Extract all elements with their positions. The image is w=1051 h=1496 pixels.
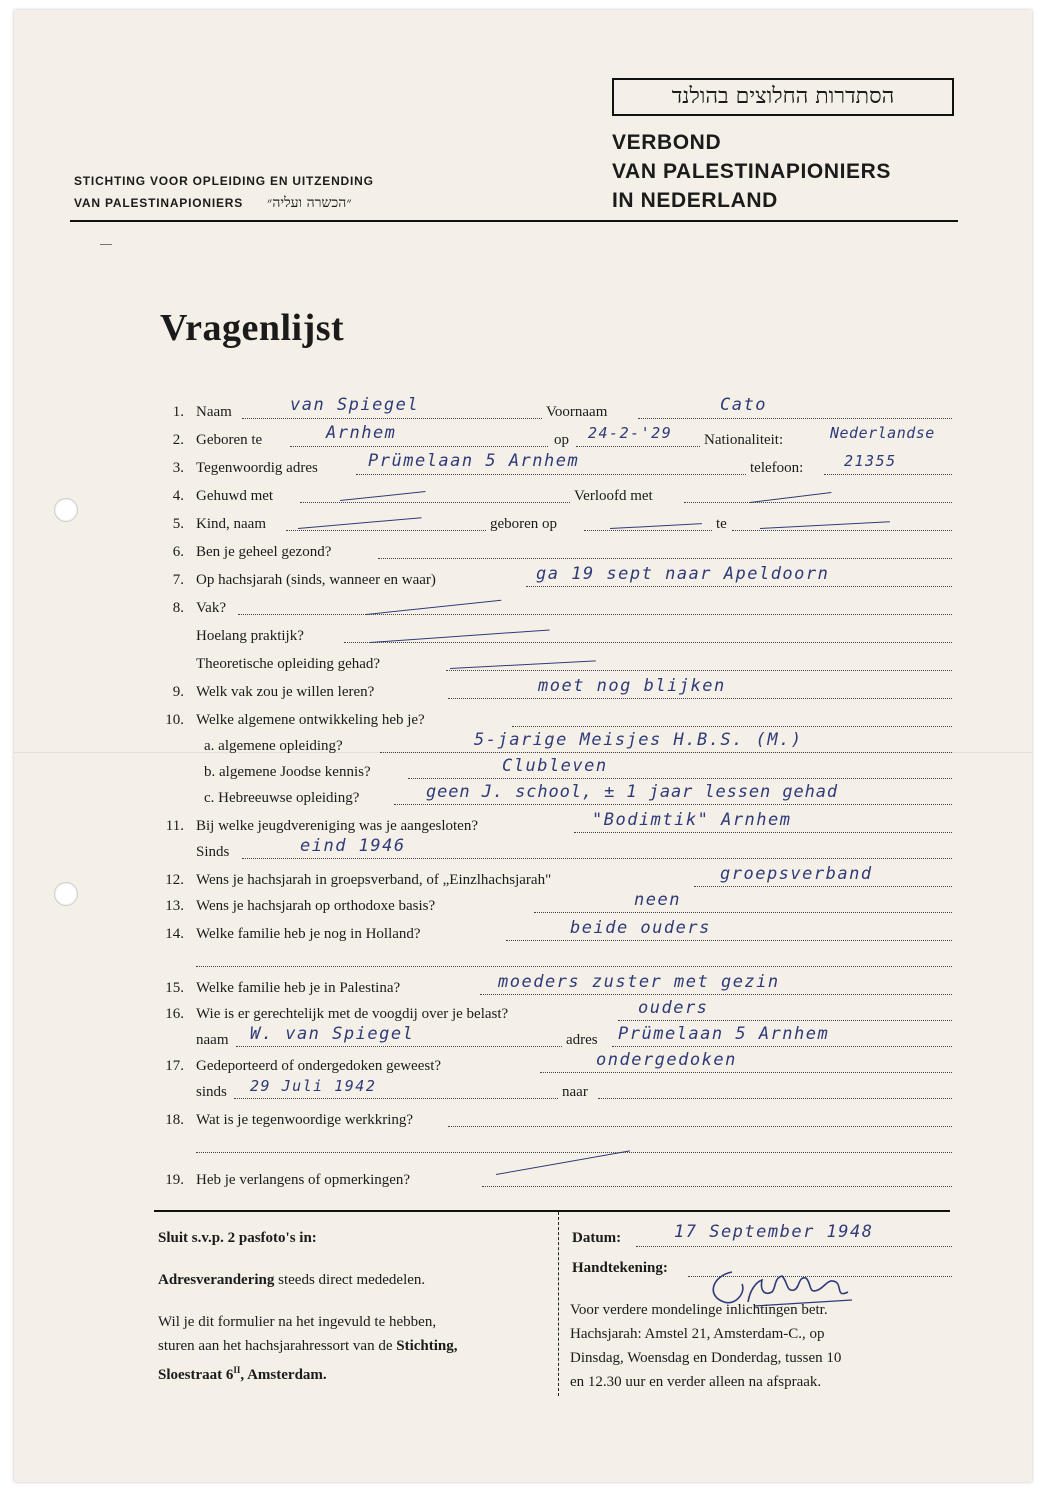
form-page <box>14 10 1032 1482</box>
answer-line <box>540 1072 952 1073</box>
org-name <box>612 128 891 215</box>
question-label: Theoretische opleiding gehad? <box>196 656 381 672</box>
question-number: 13. <box>165 898 184 914</box>
answer-line <box>694 886 952 887</box>
answer-nationality: Nederlandse <box>830 424 935 442</box>
answer-family-holland: beide ouders <box>570 918 711 938</box>
answer-line <box>242 858 952 859</box>
answer-line <box>196 1152 952 1153</box>
return-instructions-line2: sturen aan het hachsjarahressort van de <box>158 1338 397 1354</box>
handtekening-label: Handtekening: <box>572 1260 668 1276</box>
foundation-header <box>74 170 374 214</box>
street-address-city: , Amsterdam. <box>240 1367 327 1383</box>
question-label: b. algemene Joodse kennis? <box>204 764 371 780</box>
question-label: Voornaam <box>546 404 608 420</box>
answer-line <box>574 832 952 833</box>
photos-note <box>158 1226 317 1250</box>
question-label: c. Hebreeuwse opleiding? <box>204 790 360 806</box>
strike-through <box>610 523 702 529</box>
contact-info-line4: en 12.30 uur en verder alleen na afspraak. <box>570 1374 822 1390</box>
question-label: Tegenwoordig adres <box>196 460 318 476</box>
question-label: Vak? <box>196 600 226 616</box>
answer-line <box>482 1186 952 1187</box>
foundation-name-line1: STICHTING VOOR OPLEIDING EN UITZENDING <box>74 174 374 188</box>
answer-surname: van Spiegel <box>290 395 420 415</box>
question-number: 19. <box>165 1172 184 1188</box>
question-label: op <box>554 432 569 448</box>
strike-through <box>760 521 890 529</box>
question-number: 11. <box>165 818 184 834</box>
answer-line <box>576 446 700 447</box>
question-label: Wens je hachsjarah op orthodoxe basis? <box>196 898 436 914</box>
org-name-line3: IN NEDERLAND <box>612 189 778 212</box>
answer-line <box>598 1098 952 1099</box>
question-label: Nationaliteit: <box>704 432 784 448</box>
answer-line <box>196 966 952 967</box>
street-address: Sloestraat 6 <box>158 1367 234 1383</box>
punch-hole-top <box>54 498 78 522</box>
answer-line <box>242 418 542 419</box>
strike-through <box>370 629 550 643</box>
answer-phone: 21355 <box>844 452 897 470</box>
question-label: te <box>716 516 727 532</box>
question-label: Hoelang praktijk? <box>196 628 304 644</box>
answer-line <box>824 474 952 475</box>
answer-line <box>618 1020 952 1021</box>
answer-line <box>290 446 548 447</box>
strike-through <box>340 491 426 501</box>
answer-line <box>344 642 952 643</box>
question-label: Verloofd met <box>574 488 653 504</box>
question-label: naar <box>562 1084 588 1100</box>
strike-through <box>298 517 422 529</box>
answer-line <box>378 558 952 559</box>
answer-line <box>448 698 952 699</box>
footer-divider <box>558 1212 559 1396</box>
answer-birthplace: Arnhem <box>326 423 397 443</box>
stichting-name: Stichting, <box>396 1338 458 1354</box>
answer-guardian-name: W. van Spiegel <box>250 1024 415 1044</box>
question-number: 4. <box>172 488 184 504</box>
question-number: 9. <box>172 684 184 700</box>
foundation-hebrew-name: ״הכשרה ועליה״ <box>267 195 352 211</box>
datum-value: 17 September 1948 <box>674 1222 874 1242</box>
answer-line <box>408 778 952 779</box>
answer-line <box>238 614 952 615</box>
photos-note-text: Sluit s.v.p. 2 pasfoto's in: <box>158 1230 317 1246</box>
question-label: naam <box>196 1032 229 1048</box>
contact-info <box>570 1298 950 1394</box>
answer-line <box>236 1046 562 1047</box>
question-label: Op hachsjarah (sinds, wanneer en waar) <box>196 572 436 588</box>
answer-line <box>234 1098 558 1099</box>
page-title: Vragenlijst <box>160 307 345 349</box>
address-change-text: steeds direct mededelen. <box>274 1272 426 1288</box>
answer-line <box>356 474 746 475</box>
answer-deported-or-hidden: ondergedoken <box>596 1050 737 1070</box>
answer-general-education: 5-jarige Meisjes H.B.S. (M.) <box>474 730 803 750</box>
question-label: Wens je hachsjarah in groepsverband, of „Einzlhachsjarah" <box>196 872 552 888</box>
street-address-floor: II <box>233 1365 241 1375</box>
question-label: Geboren te <box>196 432 263 448</box>
answer-guardian: ouders <box>638 998 709 1018</box>
answer-hachsjarah: ga 19 sept naar Apeldoorn <box>536 564 830 584</box>
answer-line <box>584 530 712 531</box>
question-label: Gehuwd met <box>196 488 274 504</box>
answer-line <box>446 670 952 671</box>
answer-club-since: eind 1946 <box>300 836 406 856</box>
header-rule <box>70 220 958 222</box>
answer-line <box>512 726 952 727</box>
answer-line <box>732 530 952 531</box>
question-number: 14. <box>165 926 184 942</box>
question-label: Ben je geheel gezond? <box>196 544 332 560</box>
question-label: Bij welke jeugdvereniging was je aangesloten? <box>196 818 478 834</box>
answer-birthdate: 24-2-'29 <box>588 424 673 442</box>
answer-family-palestine: moeders zuster met gezin <box>498 972 780 992</box>
question-number: 16. <box>165 1006 184 1022</box>
answer-jewish-knowledge: Clubleven <box>502 756 608 776</box>
answer-line <box>300 502 570 503</box>
question-label: Welke algemene ontwikkeling heb je? <box>196 712 425 728</box>
question-label: telefoon: <box>750 460 804 476</box>
question-number: 8. <box>172 600 184 616</box>
question-number: 7. <box>172 572 184 588</box>
question-label: sinds <box>196 1084 227 1100</box>
footer-rule <box>154 1210 950 1212</box>
question-number: 6. <box>172 544 184 560</box>
question-number: 5. <box>172 516 184 532</box>
answer-hidden-since: 29 Juli 1942 <box>250 1077 377 1095</box>
question-number: 10. <box>165 712 184 728</box>
question-label: Sinds <box>196 844 230 860</box>
margin-dash <box>100 244 112 245</box>
answer-line <box>612 1046 952 1047</box>
org-name-line2: VAN PALESTINAPIONIERS <box>612 160 892 183</box>
handtekening-field <box>572 1256 668 1280</box>
question-label: Kind, naam <box>196 516 266 532</box>
datum-line <box>636 1246 952 1247</box>
address-change-note <box>158 1268 425 1292</box>
question-label: adres <box>566 1032 598 1048</box>
answer-youth-club: "Bodimtik" Arnhem <box>592 810 792 830</box>
question-label: Welke familie heb je in Palestina? <box>196 980 401 996</box>
address-change-label: Adresverandering <box>158 1272 275 1288</box>
answer-line <box>526 586 952 587</box>
answer-line <box>448 1126 952 1127</box>
answer-line <box>380 752 952 753</box>
answer-line <box>638 418 952 419</box>
answer-guardian-address: Prümelaan 5 Arnhem <box>618 1024 830 1044</box>
strike-through <box>496 1150 630 1175</box>
return-instructions <box>158 1310 550 1387</box>
answer-first-name: Cato <box>720 395 767 415</box>
strike-through <box>450 660 596 669</box>
question-label: Welke familie heb je nog in Holland? <box>196 926 421 942</box>
contact-info-line1: Voor verdere mondelinge inlichtingen betr. <box>570 1302 828 1318</box>
answer-line <box>506 940 952 941</box>
org-name-line1: VERBOND <box>612 131 722 154</box>
answer-line <box>684 502 952 503</box>
question-label: geboren op <box>490 516 558 532</box>
answer-orthodox: neen <box>634 890 681 910</box>
question-label: Welk vak zou je willen leren? <box>196 684 375 700</box>
question-number: 2. <box>172 432 184 448</box>
answer-line <box>394 804 952 805</box>
contact-info-line2: Hachsjarah: Amstel 21, Amsterdam-C., op <box>570 1326 825 1342</box>
question-number: 17. <box>165 1058 184 1074</box>
question-number: 18. <box>165 1112 184 1128</box>
question-label: Naam <box>196 404 232 420</box>
question-number: 15. <box>165 980 184 996</box>
question-label: a. algemene opleiding? <box>204 738 343 754</box>
answer-line <box>480 994 952 995</box>
question-label: Gedeporteerd of ondergedoken geweest? <box>196 1058 442 1074</box>
question-number: 1. <box>172 404 184 420</box>
strike-through <box>366 600 501 615</box>
hebrew-org-box: הסתדרות החלוצים בהולנד <box>612 78 954 116</box>
question-number: 3. <box>172 460 184 476</box>
question-label: Wat is je tegenwoordige werkkring? <box>196 1112 414 1128</box>
answer-line <box>534 912 952 913</box>
answer-hebrew-education: geen J. school, ± 1 jaar lessen gehad <box>426 782 838 802</box>
punch-hole-bottom <box>54 882 78 906</box>
datum-label: Datum: <box>572 1230 622 1246</box>
question-label: Heb je verlangens of opmerkingen? <box>196 1172 411 1188</box>
question-label: Wie is er gerechtelijk met de voogdij over je belast? <box>196 1006 509 1022</box>
return-instructions-line1: Wil je dit formulier na het ingevuld te hebben, <box>158 1314 437 1330</box>
answer-line <box>286 530 486 531</box>
answer-group-preference: groepsverband <box>720 864 873 884</box>
question-number: 12. <box>165 872 184 888</box>
answer-address: Prümelaan 5 Arnhem <box>368 451 580 471</box>
foundation-name-line2: VAN PALESTINAPIONIERS <box>74 196 244 210</box>
answer-desired-trade: moet nog blijken <box>538 676 726 696</box>
contact-info-line3: Dinsdag, Woensdag en Donderdag, tussen 10 <box>570 1350 842 1366</box>
datum-field <box>572 1226 621 1250</box>
